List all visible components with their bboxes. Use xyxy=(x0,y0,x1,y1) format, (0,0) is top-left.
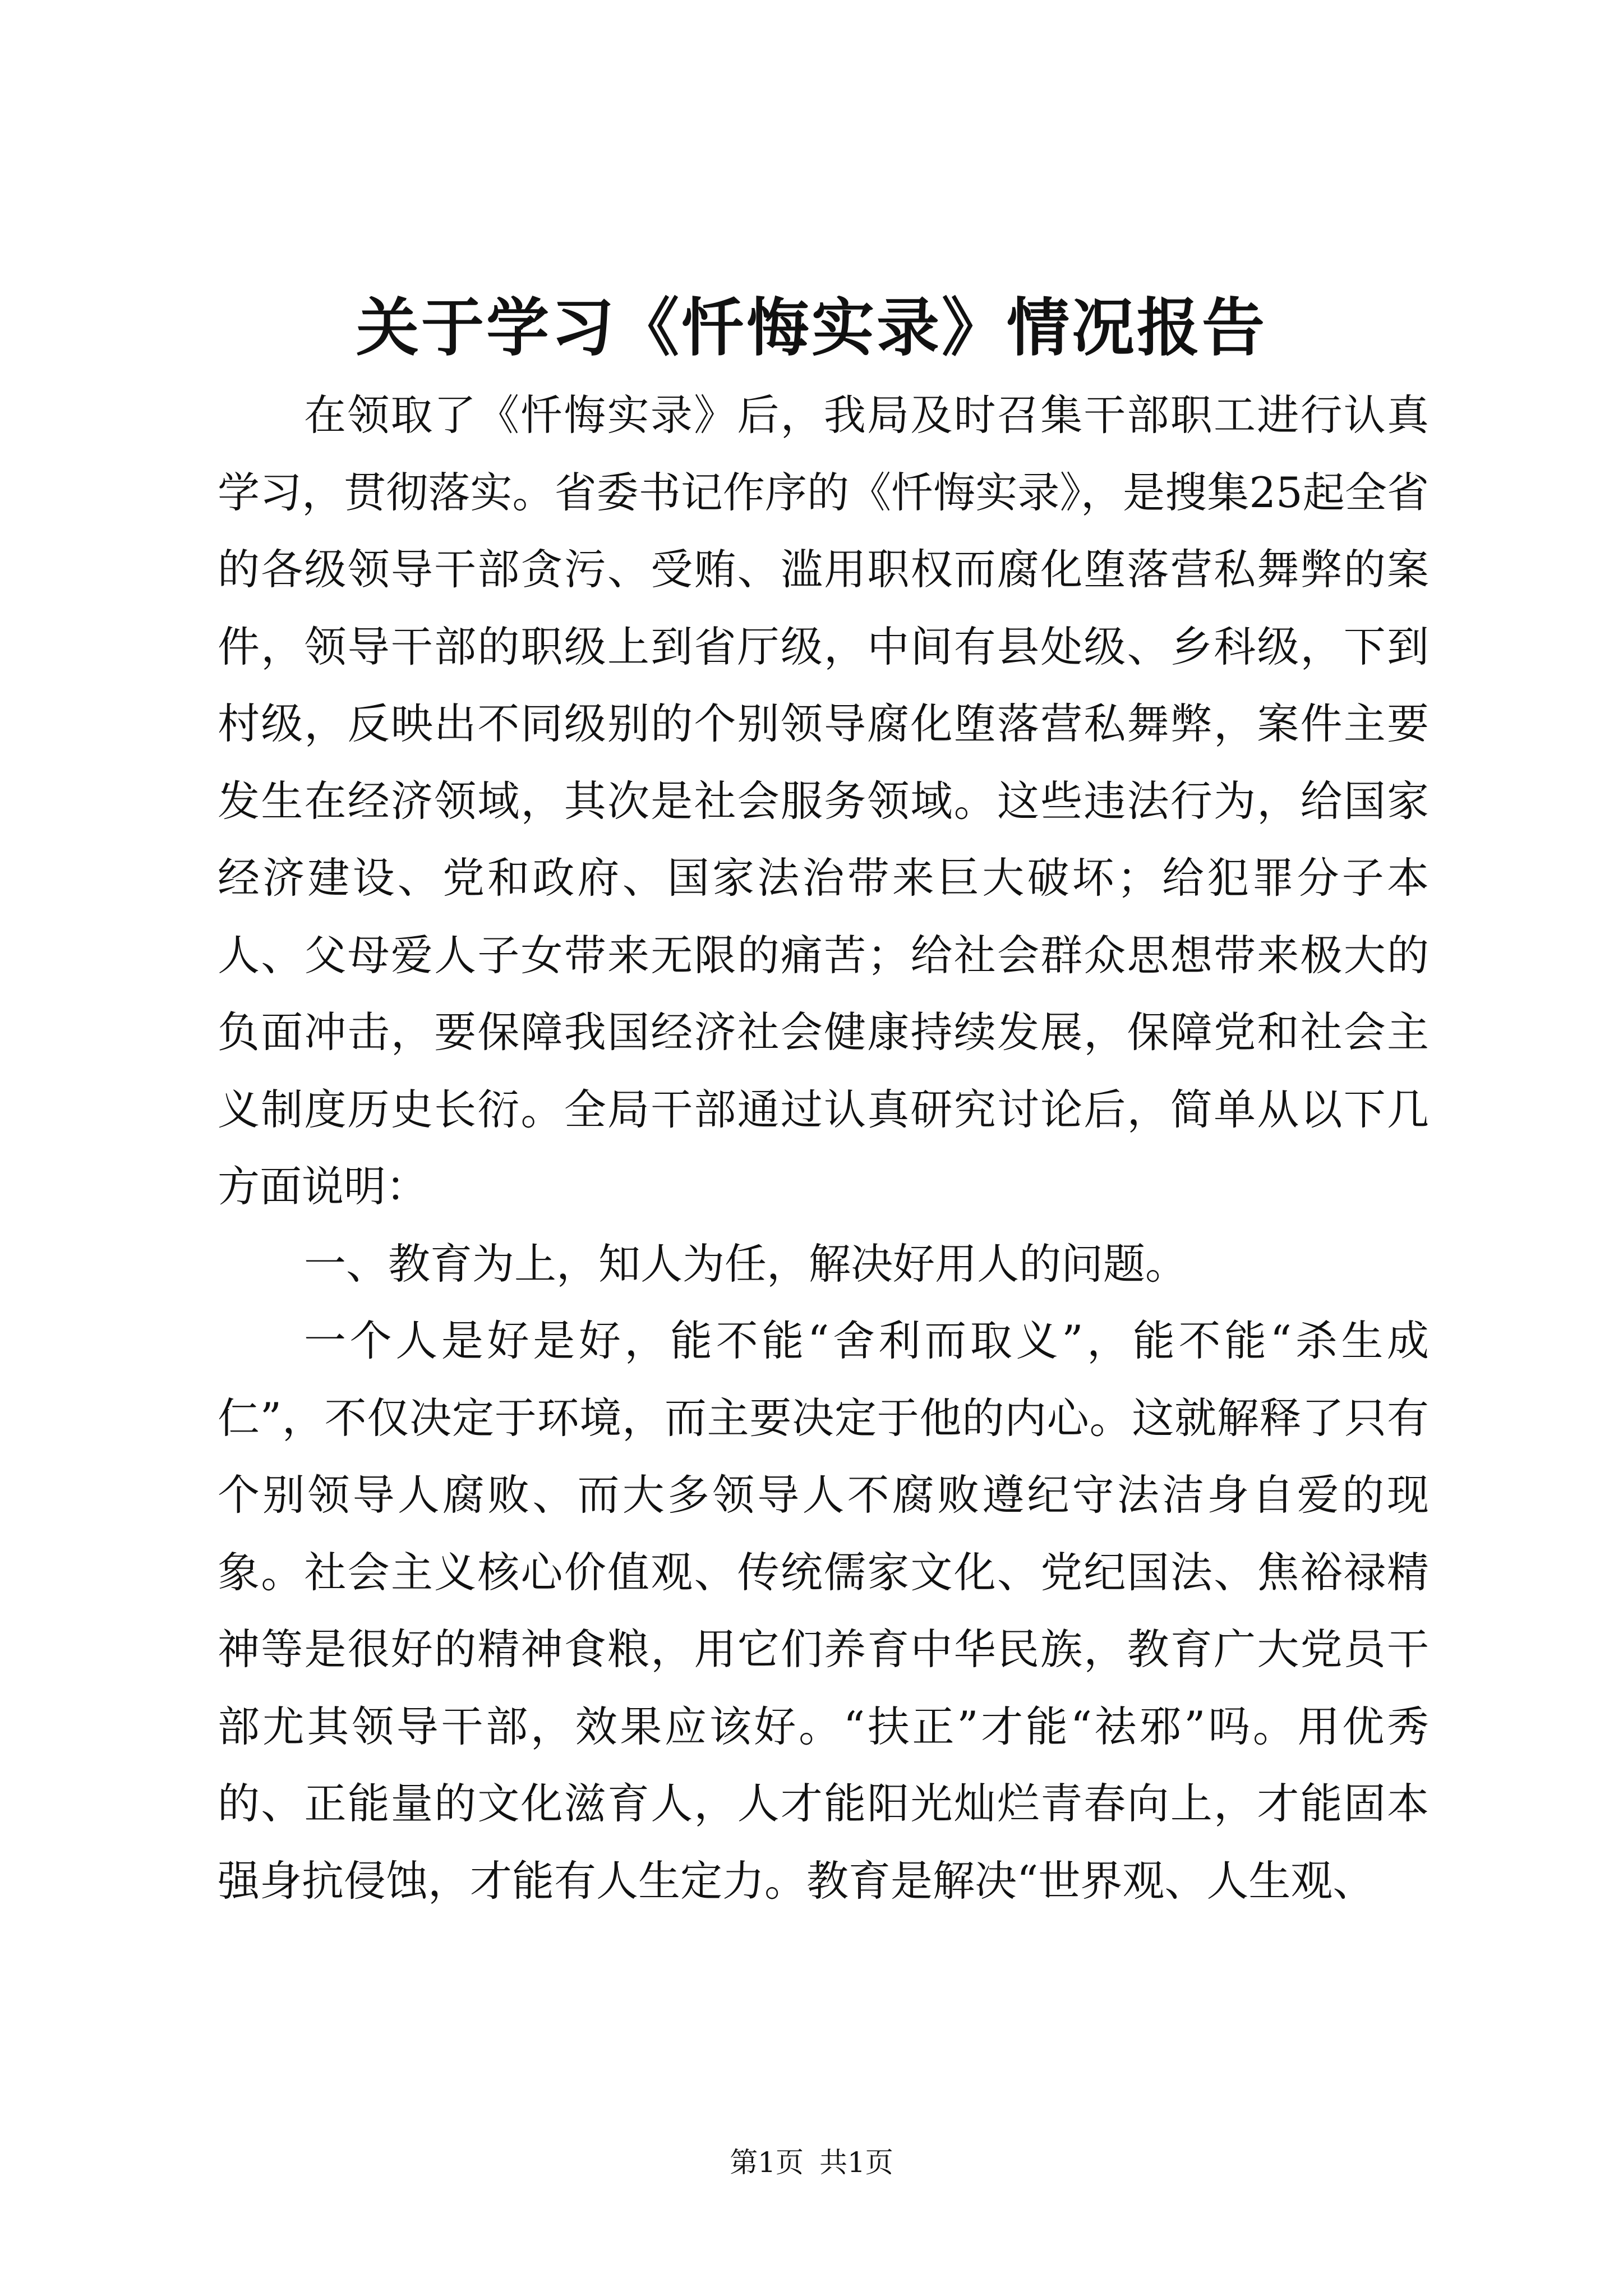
page-total: 共1页 xyxy=(819,2146,893,2179)
document-body xyxy=(218,377,1429,1920)
paragraph-section-1: 一个人是好是好，能不能“舍利而取义”，能不能“杀生成仁”，不仅决定于环境，而主要决定于他的内心。这就解释了只有个别领导人腐败、而大多领导人不腐败遵纪守法洁身自爱的现象。社会主义核心价值观、传统儒家文化、党纪国法、焦裕禄精神等是很好的精神食粮，用它们养育中华民族，教育广大党员干部尤其领导干部，效果应该好。“扶正”才能“祛邪”吗。用优秀的、正能量的文化滋育人，人才能阳光灿烂青春向上，才能固本强身抗侵蚀，才能有人生定力。教育是解决“世界观、人生观、 xyxy=(218,1316,1429,1906)
paragraph-intro: 在领取了《忏悔实录》后，我局及时召集干部职工进行认真学习，贯彻落实。省委书记作序的《忏悔实录》，是搜集25起全省的各级领导干部贪污、受贿、滥用职权而腐化堕落营私舞弊的案件，领导干部的职级上到省厅级，中间有县处级、乡科级，下到村级，反映出不同级别的个别领导腐化堕落营私舞弊，案件主要发生在经济领域，其次是社会服务领域。这些违法行为，给国家经济建设、党和政府、国家法治带来巨大破坏；给犯罪分子本人、父母爱人子女带来无限的痛苦；给社会群众思想带来极大的负面冲击，要保障我国经济社会健康持续发展，保障党和社会主义制度历史长衍。全局干部通过认真研究讨论后，简单从以下几方面说明： xyxy=(218,390,1429,1211)
page-footer xyxy=(0,2143,1623,2182)
page-number: 第1页 xyxy=(730,2146,804,2179)
section-heading-1: 一、教育为上，知人为任，解决好用人的问题。 xyxy=(304,1239,1188,1289)
document-title: 关于学习《忏悔实录》情况报告 xyxy=(356,291,1267,365)
